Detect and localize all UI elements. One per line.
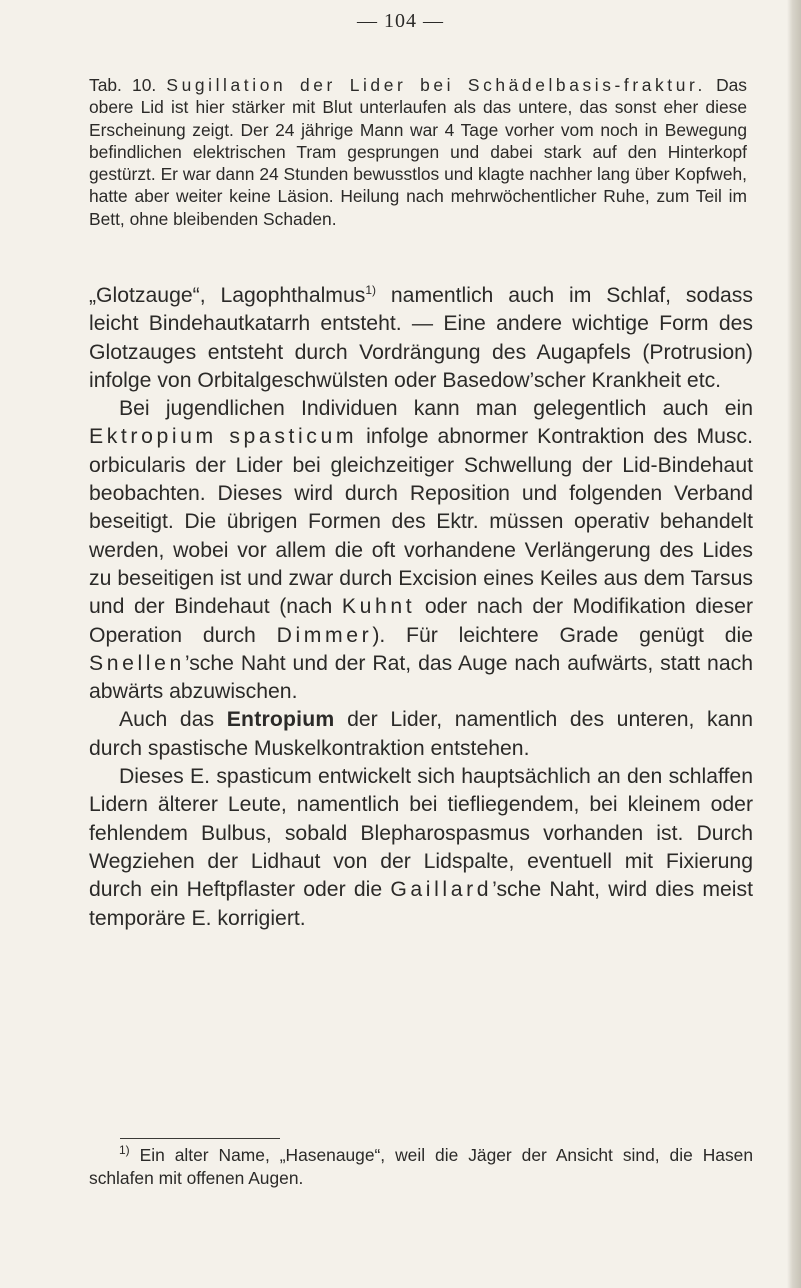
p2-text-b: infolge abnormer Kontraktion des Musc. orbicularis der Lider bei gleichzeitiger Schwellung der Lid-Bindehaut beobachten. Dieses wird durch Reposition und folgenden Verband beseitigt. Die übrigen Formen des Ektr. müssen operativ behandelt werden, wobei vor allem die oft vorhandene Verlängerung des Lides zu beseitigen ist und zwar durch Excision eines Keiles aus dem Tarsus und der Bindehaut (nach [89, 425, 753, 619]
paragraph-3 [89, 706, 753, 763]
paragraph-2 [89, 395, 753, 706]
name-snellen: Snellen [89, 651, 185, 675]
figure-caption [89, 74, 747, 230]
footnote-text: Ein alter Name, „Hasenauge“, weil die Jäger der Ansicht sind, die Hasen schlafen mit offenen Augen. [89, 1145, 753, 1188]
page-edge [787, 0, 801, 1288]
p3-text-a: Auch das [119, 708, 227, 732]
name-kuhnt: Kuhnt [341, 595, 416, 619]
main-text [89, 282, 753, 933]
p2-text-a: Bei jugendlichen Individuen kann man gelegentlich auch ein [119, 397, 753, 421]
caption-lead: Tab. 10. [89, 75, 157, 95]
p2-text-e: ’sche Naht und der Rat, das Auge nach aufwärts, statt nach abwärts abzuwischen. [89, 651, 753, 704]
p2-text-d: ). Für leichtere Grade genügt die [372, 623, 753, 647]
footnote-ref: 1) [365, 282, 377, 297]
caption-text: Das obere Lid ist hier stärker mit Blut unterlaufen als das untere, das sonst eher diese Erscheinung zeigt. Der 24 jährige Mann war 4 Tage vorher vom noch in Bewegung befindlichen elektrischen Tram gesprungen und dabei stark auf den Hinterkopf gestürzt. Er war dann 24 Stunden bewusstlos und klagte nachher lang über Kopfweh, hatte aber weiter keine Läsion. Heilung nach mehrwöchentlicher Ruhe, zum Teil im Bett, ohne bleibenden Schaden. [89, 75, 747, 229]
p4-text-a: Dieses E. spasticum entwickelt sich hauptsächlich an den schlaffen Lidern älterer Leute, namentlich bei tiefliegendem, bei kleinem oder fehlendem Bulbus, sobald Blepharospasmus vorhanden ist. Durch Wegziehen der Lidhaut von der Lidspalte, eventuell mit Fixierung durch ein Heftpflaster oder die [89, 765, 753, 902]
name-dimmer: Dimmer [276, 623, 373, 647]
term-ektropium: Ektropium spasticum [89, 425, 358, 449]
p3-text-b: der Lider, namentlich des unteren, kann durch spastische Muskelkontraktion entstehen. [89, 708, 753, 760]
page-number: — 104 — [357, 10, 444, 32]
p2-text-c: oder nach der Modifikation dieser Operation durch [89, 595, 753, 647]
p4-text-b: ’sche Naht, wird dies meist temporäre E. korrigiert. [89, 878, 753, 930]
paragraph-1 [89, 282, 753, 395]
caption-title: Sugillation der Lider bei Schädelbasis-fraktur. [166, 75, 706, 95]
p1-text-b: namentlich auch im Schlaf, sodass leicht Bindehautkatarrh entsteht. — Eine andere wichtige Form des Glotzauges entsteht durch Vordrängung des Augapfels (Protrusion) infolge von Orbitalgeschwülsten oder Basedow’scher Krankheit etc. [89, 284, 753, 392]
term-entropium: Entropium [226, 708, 335, 732]
p1-text-a: „Glotzauge“, Lagophthalmus [89, 284, 366, 307]
footnote-divider [120, 1138, 280, 1139]
footnote [89, 1144, 753, 1189]
footnote-marker: 1) [119, 1143, 130, 1158]
name-gaillard: Gaillard [390, 878, 493, 902]
paragraph-4 [89, 763, 753, 933]
